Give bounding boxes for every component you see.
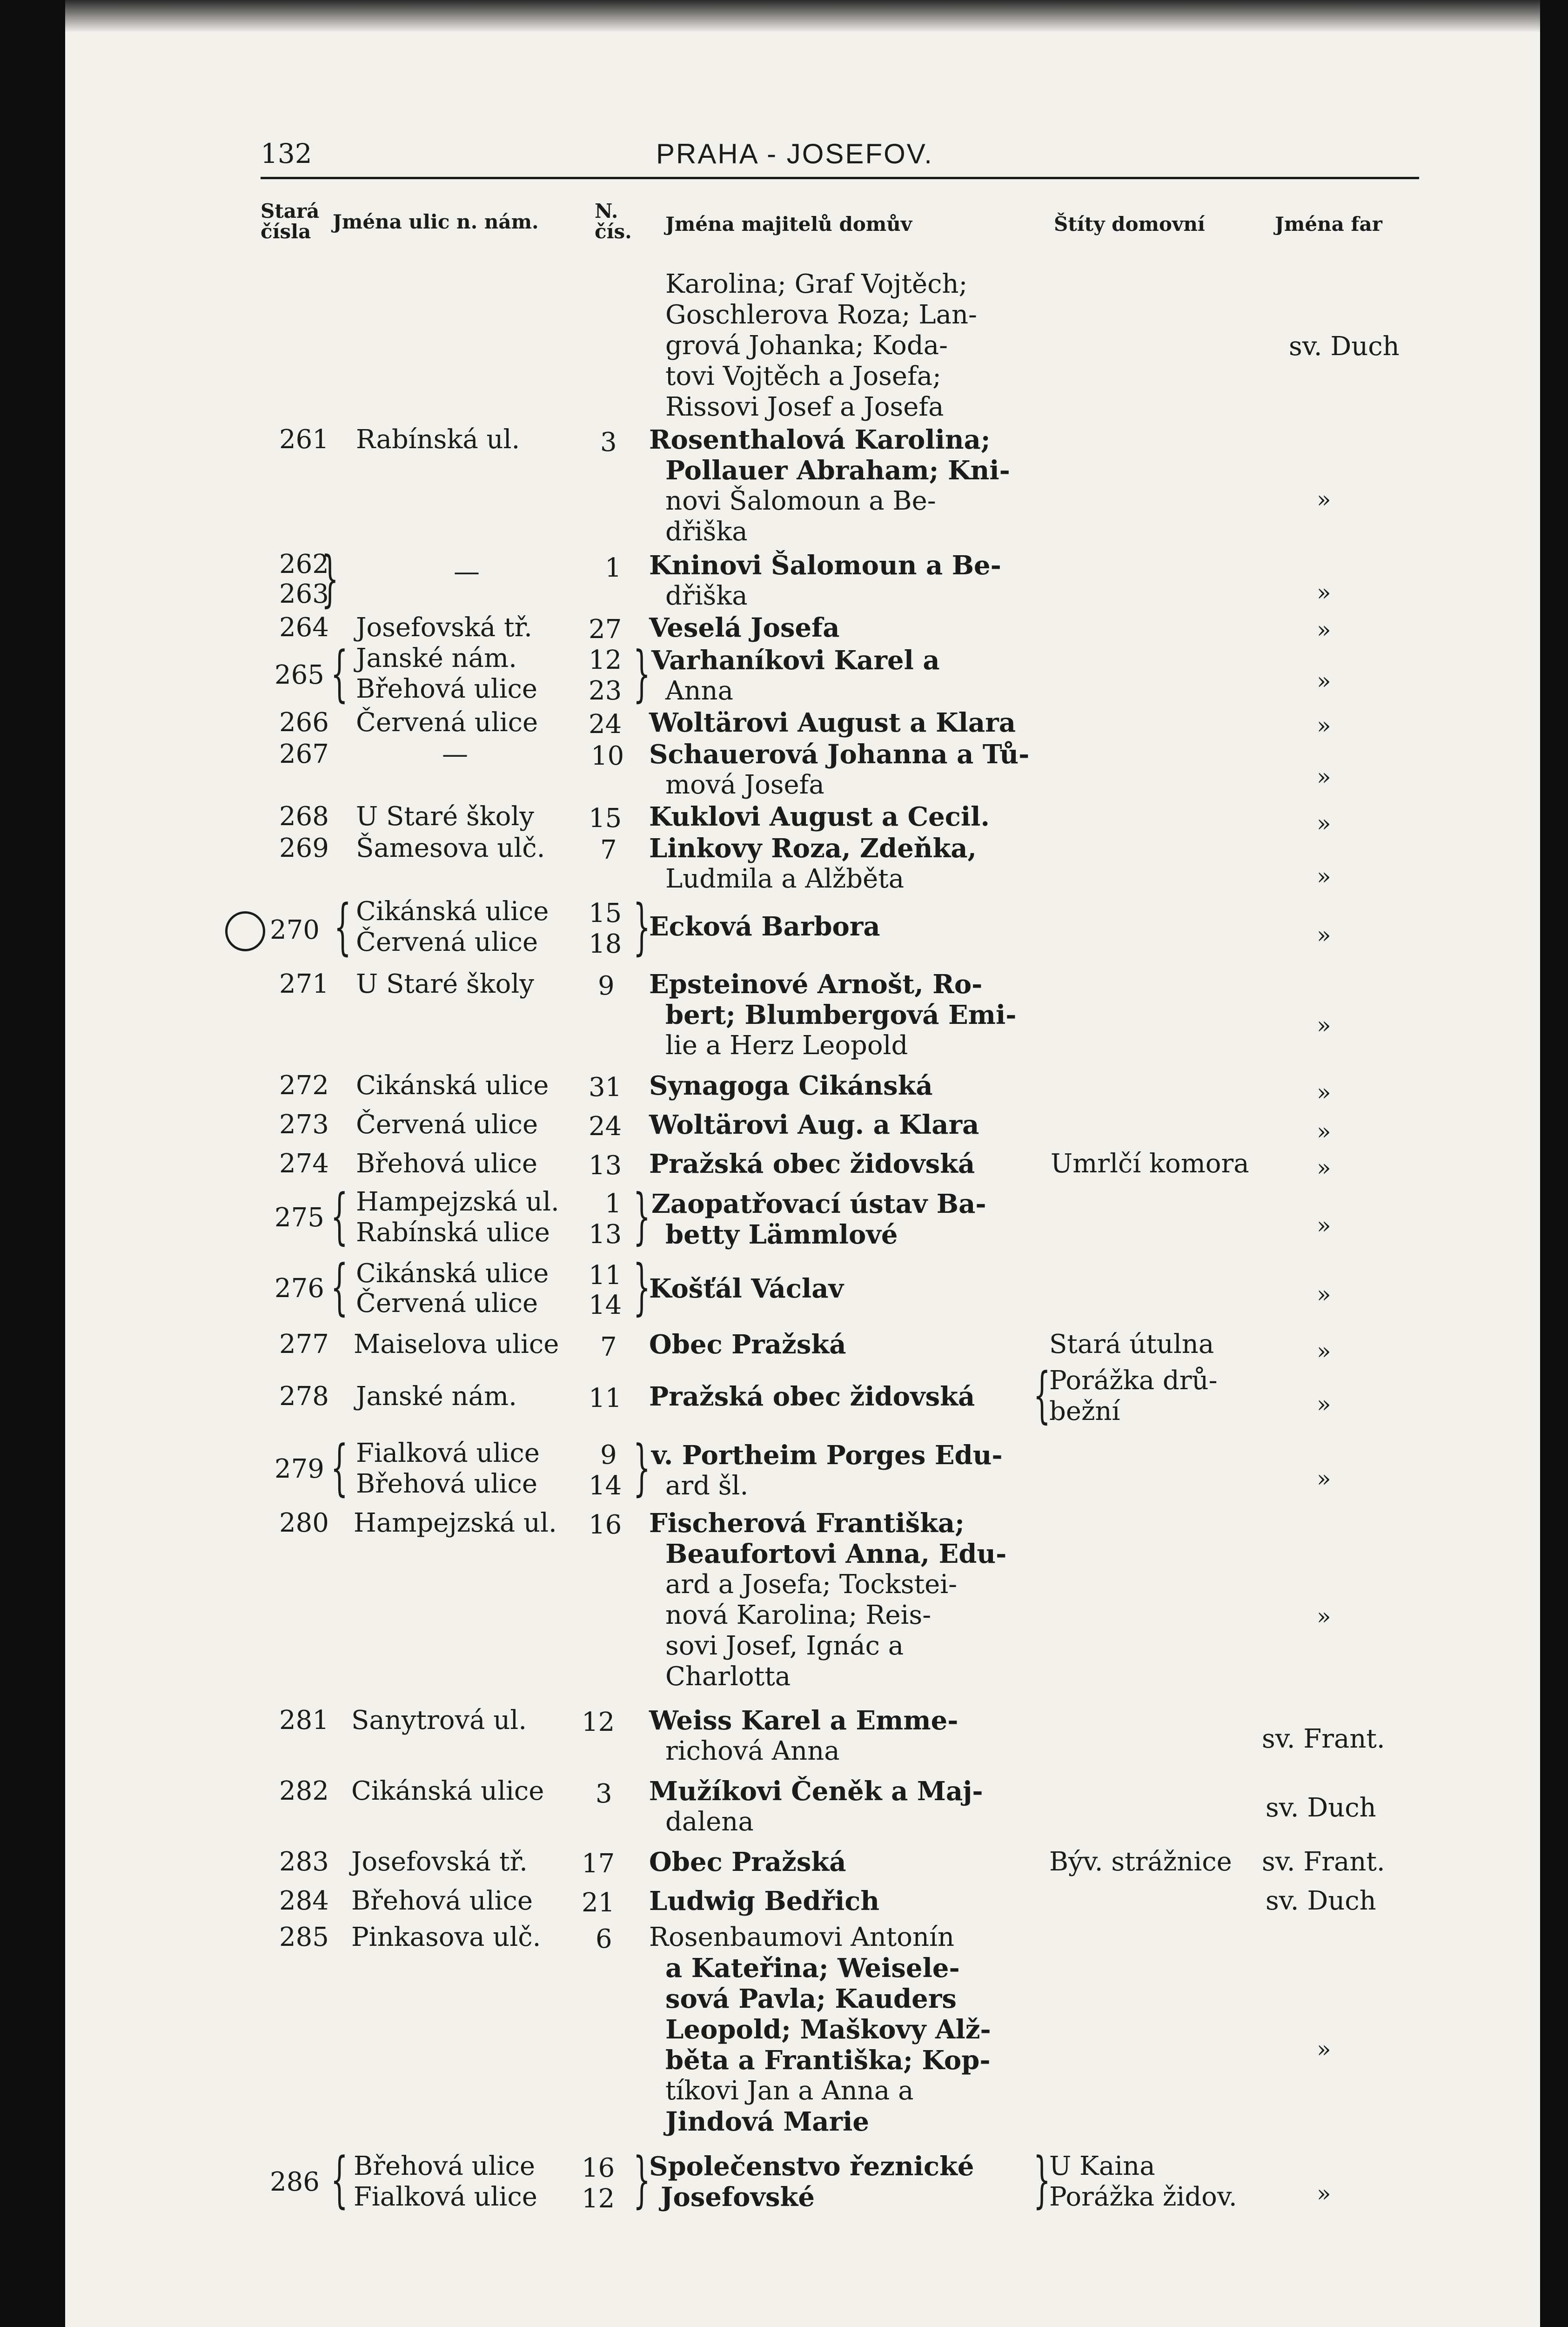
street: Hampejzská ul.: [354, 1508, 557, 1538]
parish: »: [1317, 1154, 1331, 1181]
house-number: 12: [582, 1707, 615, 1737]
header-old-numbers: Stará čísla: [261, 200, 320, 243]
parish: sv. Duch: [1266, 1886, 1376, 1916]
house-number: 13: [589, 1219, 622, 1250]
scan-top-shadow: [0, 0, 1568, 33]
header-streets: Jména ulic n. nám.: [333, 210, 539, 233]
parish: »: [1317, 1391, 1331, 1418]
old-number: 266: [279, 707, 329, 738]
house-number: 24: [589, 1111, 622, 1142]
house-number: 23: [589, 676, 622, 706]
parish: sv. Duch: [1289, 331, 1400, 362]
parish: »: [1317, 579, 1331, 606]
brace-glyph: {: [330, 1181, 348, 1251]
old-number: 271: [279, 969, 329, 999]
street: Sanytrová ul.: [351, 1705, 527, 1735]
street: Červená ulice: [356, 1110, 538, 1140]
parish: »: [1317, 2180, 1331, 2207]
parish: »: [1317, 1603, 1331, 1630]
brace-glyph: }: [321, 543, 339, 614]
old-number: 264: [279, 612, 329, 643]
house-number: 13: [589, 1150, 622, 1181]
old-number: 261: [279, 424, 329, 455]
brace-glyph: }: [633, 1251, 650, 1322]
house-sign: Porážka židov.: [1049, 2182, 1237, 2212]
brace-glyph: {: [1033, 1359, 1051, 1430]
street: Hampejzská ul.: [356, 1187, 559, 1217]
house-number: 27: [589, 614, 622, 645]
scan-left-border: [0, 0, 65, 2327]
brace-glyph: }: [633, 1432, 650, 1503]
house-sign: Porážka drů-: [1049, 1365, 1218, 1396]
house-number: 18: [589, 929, 622, 959]
house-number: 6: [596, 1924, 612, 1954]
parish: sv. Frant.: [1262, 1847, 1385, 1877]
parish: »: [1317, 863, 1331, 890]
old-number: 285: [279, 1922, 329, 1952]
street: Josefovská tř.: [356, 612, 532, 643]
house-number: 24: [589, 709, 622, 740]
parish: »: [1317, 1012, 1331, 1039]
street: Břehová ulice: [354, 2151, 536, 2181]
house-sign: Býv. strážnice: [1049, 1847, 1232, 1877]
street: Rabínská ul.: [356, 424, 520, 455]
house-number: 15: [589, 803, 622, 834]
house-number: 21: [582, 1888, 615, 1918]
parish: »: [1317, 712, 1331, 739]
street: Břehová ulice: [356, 1149, 538, 1179]
parish: »: [1317, 1281, 1331, 1308]
page-number: 132: [261, 138, 312, 169]
house-number: 9: [598, 971, 615, 1001]
brace-glyph: }: [633, 1181, 650, 1251]
brace-glyph: }: [633, 891, 650, 962]
old-number: 281: [279, 1705, 329, 1735]
house-number: 10: [591, 741, 624, 771]
street: Břehová ulice: [351, 1886, 533, 1916]
old-number: 279: [275, 1454, 324, 1484]
street: Pinkasova ulč.: [351, 1922, 541, 1952]
street: Janské nám.: [356, 643, 517, 673]
house-number: 7: [600, 835, 617, 865]
street: Břehová ulice: [356, 674, 538, 704]
parish: »: [1317, 2036, 1331, 2063]
house-number: 16: [582, 2153, 615, 2183]
old-number: 267: [279, 739, 329, 769]
header-parishes: Jména far: [1275, 213, 1382, 235]
street: —: [454, 557, 480, 587]
parish: »: [1317, 1118, 1331, 1145]
brace-glyph: {: [330, 638, 348, 709]
parish: »: [1317, 810, 1331, 837]
house-sign: bežní: [1049, 1396, 1120, 1426]
house-number: 9: [600, 1440, 617, 1470]
house-number: 3: [596, 1779, 612, 1809]
street: Fialková ulice: [356, 1438, 540, 1468]
old-number: 274: [279, 1149, 329, 1179]
scan-right-border: [1540, 0, 1568, 2327]
old-number: 277: [279, 1329, 329, 1359]
brace-glyph: }: [633, 638, 650, 709]
street: Maiselova ulice: [354, 1329, 559, 1359]
parish: »: [1317, 616, 1331, 643]
old-number: 278: [279, 1381, 329, 1412]
street: Břehová ulice: [356, 1469, 538, 1499]
house-number: 12: [589, 645, 622, 675]
house-number: 16: [589, 1510, 622, 1540]
house-number: 15: [589, 898, 622, 928]
street: Fialková ulice: [354, 2182, 537, 2212]
house-number: 11: [589, 1260, 622, 1291]
street: —: [442, 739, 468, 769]
house-sign: Umrlčí komora: [1051, 1149, 1249, 1179]
house-sign: Stará útulna: [1049, 1329, 1214, 1359]
old-number: 262: [279, 549, 329, 579]
header-house-signs: Štíty domovní: [1054, 213, 1205, 235]
old-number: 275: [275, 1203, 324, 1233]
old-number: 273: [279, 1110, 329, 1140]
old-number: 269: [279, 833, 329, 863]
old-number: 263: [279, 579, 329, 609]
street: Cikánská ulice: [356, 1070, 549, 1101]
house-sign: U Kaina: [1049, 2151, 1155, 2181]
header-house-number: N. čís.: [595, 200, 632, 243]
old-number: 265: [275, 660, 324, 690]
street: Rabínská ulice: [356, 1217, 550, 1248]
street: Cikánská ulice: [356, 1258, 549, 1289]
parish: »: [1317, 1338, 1331, 1365]
old-number: 270: [270, 915, 320, 945]
street: U Staré školy: [356, 969, 534, 999]
parish: »: [1317, 1465, 1331, 1492]
house-number: 14: [589, 1290, 622, 1320]
house-number: 3: [600, 427, 617, 457]
house-number: 7: [600, 1332, 617, 1362]
running-head: PRAHA - JOSEFOV.: [656, 138, 933, 169]
parish: »: [1317, 763, 1331, 790]
circle-mark: [225, 911, 265, 951]
header-rule: [261, 177, 1419, 179]
parish: »: [1317, 1079, 1331, 1106]
brace-glyph: }: [633, 2144, 650, 2215]
street: Červená ulice: [356, 927, 538, 957]
house-number: 1: [605, 1189, 622, 1219]
house-number: 11: [589, 1383, 622, 1413]
street: Cikánská ulice: [351, 1776, 544, 1806]
old-number: 284: [279, 1886, 329, 1916]
street: Josefovská tř.: [351, 1847, 528, 1877]
house-number: 17: [582, 1849, 615, 1879]
street: Šamesova ulč.: [356, 833, 545, 863]
header-owners: Jména majitelů domův: [665, 213, 912, 235]
street: Cikánská ulice: [356, 896, 549, 927]
street: Červená ulice: [356, 1288, 538, 1318]
brace-glyph: {: [330, 1432, 348, 1503]
house-number: 14: [589, 1471, 622, 1501]
parish: »: [1317, 486, 1331, 513]
old-number: 286: [270, 2167, 320, 2197]
brace-glyph: {: [330, 2144, 348, 2215]
parish: »: [1317, 1212, 1331, 1239]
street: Červená ulice: [356, 707, 538, 738]
old-number: 283: [279, 1847, 329, 1877]
house-number: 31: [589, 1072, 622, 1103]
parish: »: [1317, 667, 1331, 694]
parish: sv. Frant.: [1262, 1724, 1385, 1754]
old-number: 282: [279, 1776, 329, 1806]
old-number: 272: [279, 1070, 329, 1101]
brace-glyph: {: [334, 891, 351, 962]
house-number: 1: [605, 553, 622, 583]
old-number: 280: [279, 1508, 329, 1538]
street: Janské nám.: [356, 1381, 517, 1412]
parish: »: [1317, 921, 1331, 948]
brace-glyph: {: [330, 1251, 348, 1322]
old-number: 276: [275, 1273, 324, 1304]
street: U Staré školy: [356, 801, 534, 832]
brace-glyph: }: [1033, 2144, 1051, 2215]
old-number: 268: [279, 801, 329, 832]
house-number: 12: [582, 2184, 615, 2214]
parish: sv. Duch: [1266, 1793, 1376, 1823]
